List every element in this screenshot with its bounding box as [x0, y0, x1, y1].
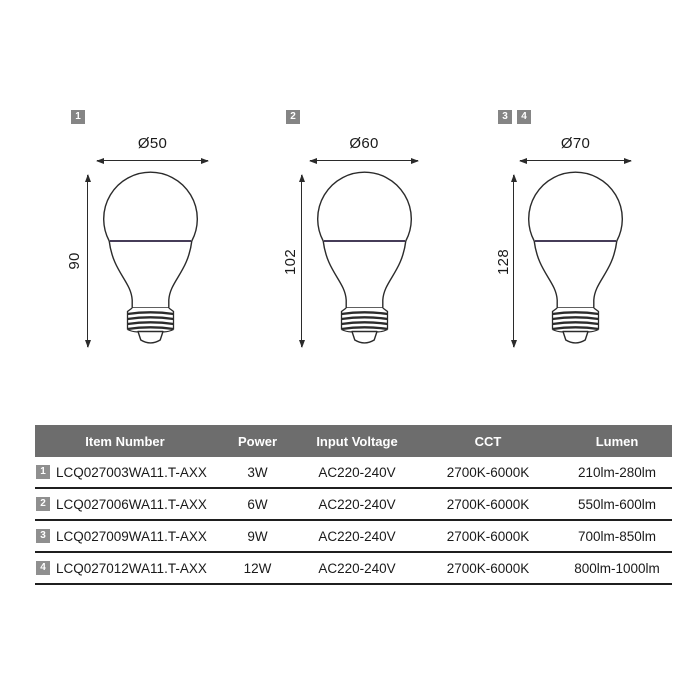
row-badge: 2 [36, 497, 50, 511]
item-number: LCQ027003WA11.T-AXX [56, 464, 207, 480]
lumen-value: 550lm-600lm [577, 496, 657, 512]
height-label: 90 [66, 252, 83, 270]
height-label: 128 [495, 249, 512, 275]
voltage-value: AC220-240V [318, 464, 396, 480]
bulb-drawing [528, 171, 623, 347]
bulb-diagram-3 [476, 106, 666, 366]
voltage-value: AC220-240V [318, 496, 396, 512]
cct-value: 2700K-6000K [446, 496, 530, 512]
table-row [35, 553, 672, 585]
diameter-label: Ø50 [137, 135, 168, 152]
lumen-value: 800lm-1000lm [574, 560, 660, 576]
table-row [35, 489, 672, 521]
bulb-drawing [317, 171, 412, 347]
item-number: LCQ027006WA11.T-AXX [56, 496, 207, 512]
power-value: 9W [247, 528, 268, 544]
row-badge: 4 [36, 561, 50, 575]
col-header-item-number: Item Number [85, 433, 165, 449]
cct-value: 2700K-6000K [446, 560, 530, 576]
power-value: 3W [247, 464, 268, 480]
table-row [35, 457, 672, 489]
bulb-diagram-1 [50, 106, 240, 366]
cct-value: 2700K-6000K [446, 528, 530, 544]
diagram-badge-4: 4 [517, 110, 531, 124]
spec-table [35, 425, 672, 585]
voltage-value: AC220-240V [318, 560, 396, 576]
row-badge: 3 [36, 529, 50, 543]
item-number: LCQ027012WA11.T-AXX [56, 560, 207, 576]
table-row [35, 521, 672, 553]
table-header-row [35, 425, 672, 457]
lumen-value: 700lm-850lm [577, 528, 657, 544]
diameter-arrow [310, 160, 418, 161]
col-header-power: Power [237, 433, 277, 449]
height-arrow [87, 175, 88, 347]
col-header-lumen: Lumen [595, 433, 639, 449]
power-value: 6W [247, 496, 268, 512]
diameter-label: Ø70 [560, 135, 591, 152]
item-number: LCQ027009WA11.T-AXX [56, 528, 207, 544]
diameter-label: Ø60 [349, 135, 379, 152]
bulb-drawing [103, 171, 198, 347]
power-value: 12W [243, 560, 272, 576]
row-badge: 1 [36, 465, 50, 479]
height-arrow [513, 175, 514, 347]
cct-value: 2700K-6000K [446, 464, 530, 480]
col-header-input-voltage: Input Voltage [316, 433, 398, 449]
height-arrow [301, 175, 302, 347]
lumen-value: 210lm-280lm [577, 464, 657, 480]
diagram-badge-3: 3 [498, 110, 512, 124]
col-header-cct: CCT [474, 433, 502, 449]
diameter-arrow [520, 160, 631, 161]
height-label: 102 [282, 249, 299, 275]
voltage-value: AC220-240V [318, 528, 396, 544]
bulb-diagram-2 [264, 106, 454, 366]
diagram-badge-2: 2 [286, 110, 300, 124]
diagram-badge-1: 1 [71, 110, 85, 124]
diameter-arrow [97, 160, 208, 161]
